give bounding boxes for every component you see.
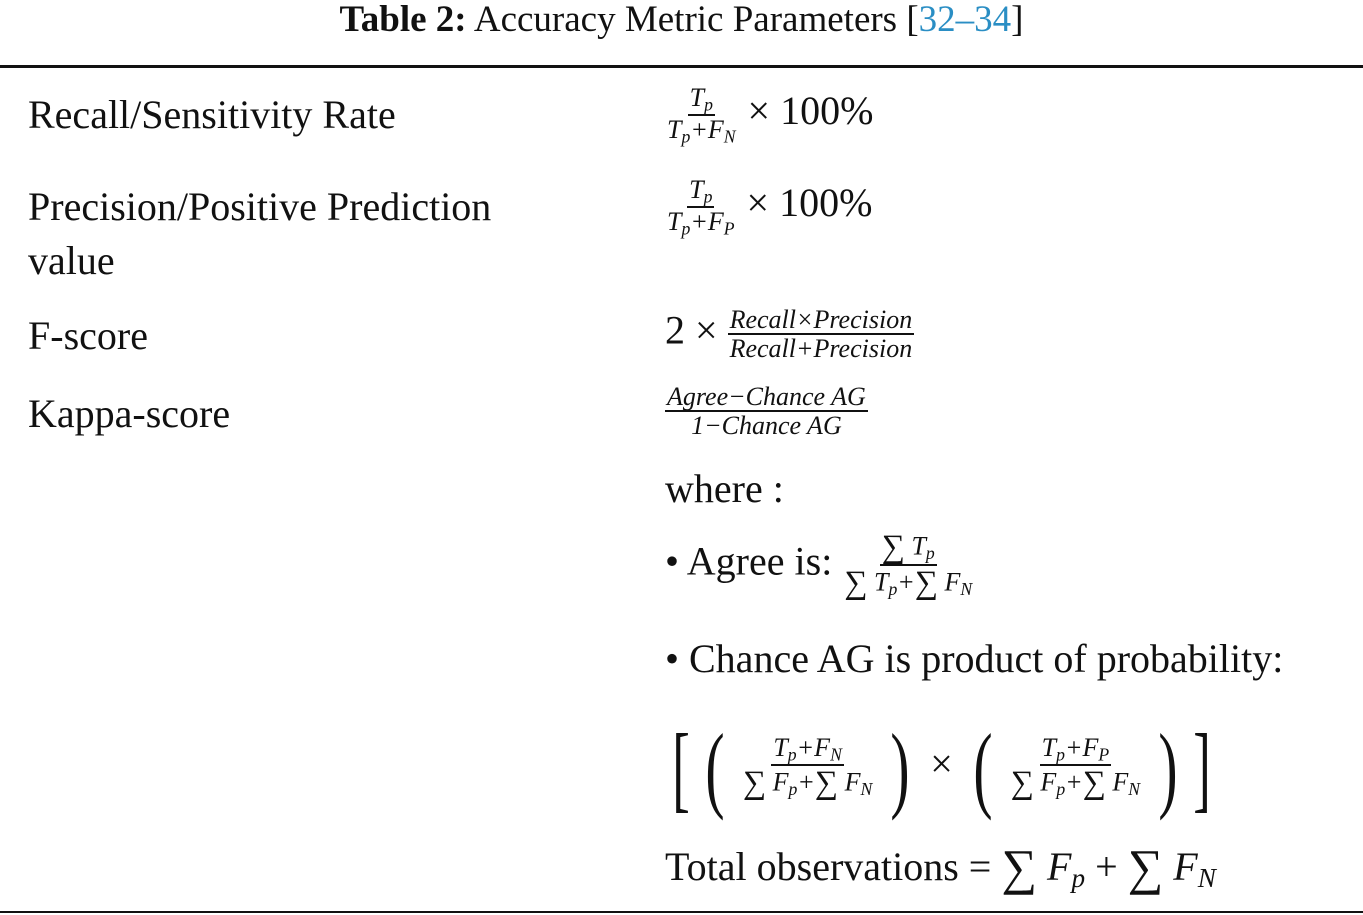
table-caption	[0, 0, 1363, 44]
precision-formula	[665, 176, 872, 238]
bottom-rule	[0, 911, 1363, 913]
kappa-fraction	[665, 383, 868, 440]
recall-suffix: × 100%	[747, 88, 874, 134]
right-bracket: ]	[1193, 714, 1211, 821]
table-title: Accuracy Metric Parameters	[473, 0, 898, 40]
recall-formula	[665, 84, 873, 146]
kappa-denominator: 1−Chance AG	[691, 411, 842, 441]
citation-link[interactable]: 32–34	[918, 0, 1012, 40]
left-paren-1: (	[705, 714, 725, 821]
kappa-numerator: Agree−Chance AG	[667, 382, 866, 411]
kappa-formula	[665, 383, 868, 440]
cite-close: ]	[1011, 0, 1024, 40]
total-observations: Total observations = ∑ $F_p$ + ∑ $F_N$	[665, 839, 1216, 895]
fscore-fraction	[728, 306, 915, 363]
precision-fraction: $\frac{T_p}{T_p+F_P}$	[667, 175, 735, 239]
fscore-denominator: Recall+Precision	[729, 334, 913, 364]
row-label-kappa: Kappa-score	[28, 391, 231, 436]
chance-fraction-1: $\frac{T_p+F_N}{\sum F_p+\sum F_N}$	[742, 733, 873, 802]
row-label-fscore: F-score	[28, 313, 148, 358]
recall-fraction: $\frac{T_p}{T_p+F_N}$	[667, 83, 736, 147]
right-paren-2: )	[1158, 714, 1178, 821]
chance-definition: • Chance AG is product of probability:	[665, 636, 1284, 681]
agree-text: • Agree is:	[665, 538, 833, 584]
fscore-formula	[665, 306, 914, 363]
chance-fraction-2: $\frac{T_p+F_P}{\sum F_p+\sum F_N}$	[1010, 733, 1141, 802]
total-text: Total observations =	[665, 844, 992, 889]
left-paren-2: (	[973, 714, 993, 821]
row-label-precision-line1: Precision/Positive Prediction	[28, 184, 492, 229]
row-label-precision-line2: value	[28, 238, 115, 283]
chance-product-formula	[665, 712, 1218, 823]
agree-definition	[665, 530, 974, 600]
fscore-numerator: Recall×Precision	[729, 305, 913, 334]
cite-open: [	[906, 0, 919, 40]
top-rule	[0, 65, 1363, 68]
left-bracket: [	[672, 714, 690, 821]
right-paren-1: )	[890, 714, 910, 821]
precision-suffix: × 100%	[746, 180, 873, 226]
where-text: where :	[665, 466, 784, 511]
table-label: Table 2:	[339, 0, 467, 40]
row-label-precision	[28, 180, 491, 288]
fscore-prefix: 2 ×	[665, 307, 718, 353]
times-sign: ×	[930, 740, 953, 786]
agree-fraction: $\frac{\sum T_p}{\sum T_p+\sum F_N}$	[844, 529, 973, 602]
row-label-recall: Recall/Sensitivity Rate	[28, 92, 396, 137]
